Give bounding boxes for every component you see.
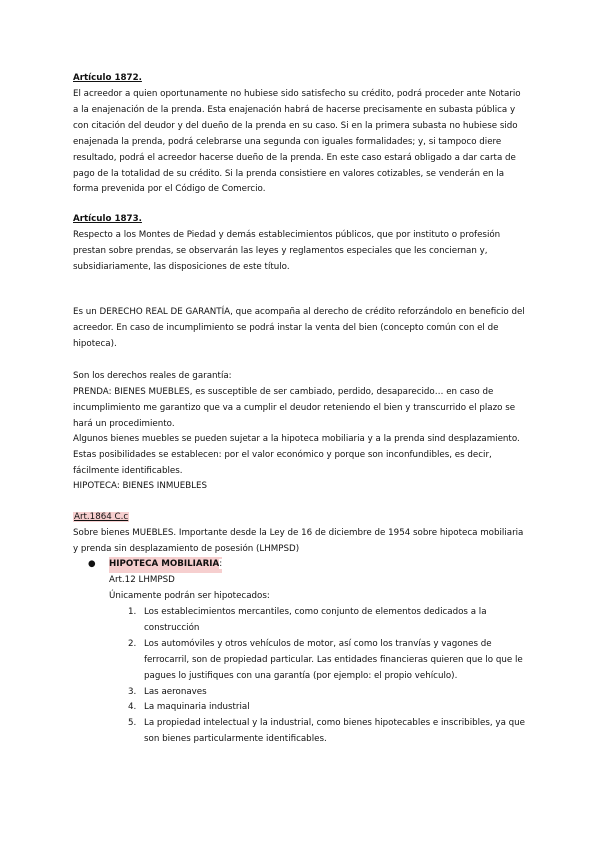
article-1864-body: Sobre bienes MUEBLES. Importante desde la Ley de 16 de diciembre de 1954 sobre hipoteca mobiliaria y prenda sin desplazamiento de posesión (LHMPSD): [73, 528, 524, 554]
derechos-intro: Son los derechos reales de garantía:: [73, 371, 232, 381]
list-item-number: 4.: [128, 702, 137, 713]
list-item-text: Las aeronaves: [144, 686, 207, 697]
list-item: [109, 605, 529, 637]
article-12-line: Art.12 LHMPSD: [109, 575, 175, 585]
article-1872-heading: Artículo 1872.: [73, 73, 142, 83]
hipoteca-mobiliaria-label-text: HIPOTECA MOBILIARIA: [109, 559, 220, 569]
list-item-number: 2.: [128, 638, 137, 649]
list-item-text: La propiedad intelectual y la industrial, como bienes hipotecables e inscribibles, ya que son bienes particularmente identificables.: [144, 718, 526, 745]
bullet-dot-icon: ●: [88, 559, 96, 569]
prenda-paragraph: PRENDA: BIENES MUEBLES, es susceptible de ser cambiado, perdido, desaparecido… en caso de incumplimiento me garantizo que va a cumplir el deudor reteniendo el bien y transcurrido el plazo se hará un procedimiento.: [73, 387, 516, 429]
hipoteca-line: HIPOTECA: BIENES INMUEBLES: [73, 481, 207, 491]
list-item: [109, 716, 529, 748]
hipoteca-mobiliaria-bullet: [88, 557, 528, 573]
list-item: [109, 637, 529, 685]
article-1872-body: El acreedor a quien oportunamente no hubiese sido satisfecho su crédito, podrá proceder ante Notario a la enajenación de la prenda. Esta enajenación habrá de hacerse precisamente en subasta pública y con citación del deudor y del dueño de la prenda en su caso. Si en la primera subasta no hubiese sido enajenada la prenda, podrá celebrarse una segunda con iguales formalidades; y, si tampoco diere resultado, podrá el acreedor hacerse dueño de la prenda. En este caso estará obligado a dar carta de pago de la totalidad de su crédito. Si la prenda consistiere en valores cotizables, se venderán en la forma prevenida por el Código de Comercio.: [73, 89, 521, 195]
hipoteca-mobiliaria-label: [109, 557, 222, 573]
article-1864-ref-line: [73, 510, 528, 526]
article-1864-ref: Art.1864 C.c: [74, 512, 129, 522]
list-item-text: Los automóviles y otros vehículos de motor, así como los tranvías y vagones de ferrocarril, son de propiedad particular. Las entidades financieras quieren que lo que le pagues lo justifiques con una garantía (por ejemplo: el propio vehículo).: [144, 638, 523, 681]
list-item-number: 5.: [128, 718, 137, 729]
definition-paragraph: Es un DERECHO REAL DE GARANTÍA, que acompaña al derecho de crédito reforzándolo en beneficio del acreedor. En caso de incumplimiento se podrá instar la venta del bien (concepto común con el de hipoteca).: [73, 307, 525, 349]
list-item-number: 3.: [128, 686, 137, 697]
article-1873-body: Respecto a los Montes de Piedad y demás establecimientos públicos, que por instituto o profesión prestan sobre prendas, se observarán las leyes y reglamentos especiales que les conciernan y, subsidiariamente, las disposiciones de este título.: [73, 230, 501, 272]
algunos-paragraph: Algunos bienes muebles se pueden sujetar a la hipoteca mobiliaria y a la prenda sind desplazamiento. Estas posibilidades se establecen: por el valor económico y porque son inconfundibles, es decir, fácilmente identificables.: [73, 434, 520, 476]
hipotecados-intro: Únicamente podrán ser hipotecados:: [109, 591, 270, 601]
list-item-text: La maquinaria industrial: [144, 702, 250, 713]
hipotecables-list: [109, 605, 529, 748]
list-item-number: 1.: [128, 607, 137, 617]
hipoteca-mobiliaria-colon: :: [219, 559, 223, 569]
article-1873-heading: Artículo 1873.: [73, 214, 142, 224]
list-item: [109, 700, 529, 716]
list-item-text: Los establecimientos mercantiles, como conjunto de elementos dedicados a la construcción: [144, 607, 487, 633]
list-item: [109, 685, 529, 701]
